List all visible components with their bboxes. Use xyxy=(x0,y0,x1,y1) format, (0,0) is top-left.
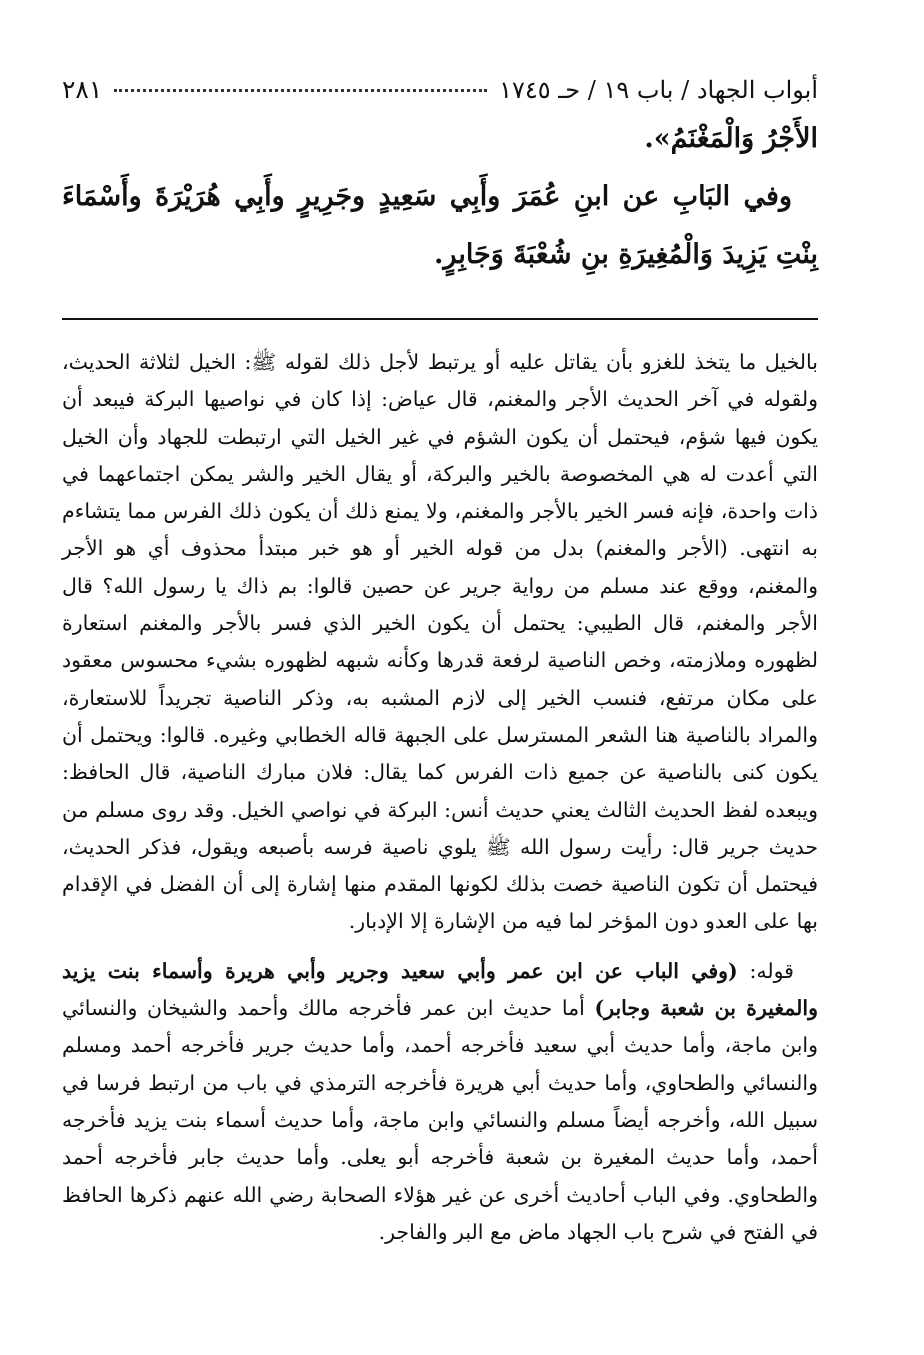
commentary-section xyxy=(62,344,818,1251)
hadith-text-line: الأَجْرُ وَالْمَغْنَمُ». xyxy=(644,123,818,154)
commentary-quoted-matn: (وفي الباب عن ابن عمر وأبي سعيد وجرير وأبي هريرة وأسماء بنت يزيد والمغيرة بن شعبة وجابر) xyxy=(62,958,818,1021)
commentary-lead: قوله: xyxy=(749,958,794,983)
footnote-separator-rule xyxy=(62,318,818,320)
commentary-text: أما حديث ابن عمر فأخرجه مالك وأحمد والشيخان والنسائي وابن ماجة، وأما حديث أبي سعيد فأخرجه أحمد، وأما حديث جرير فأخرجه أحمد ومسلم والنسائي والطحاوي، وأما حديث أبي هريرة فأخرجه الترمذي في باب من ارتبط فرسا في سبيل الله، وأخرجه أيضاً مسلم والنسائي وابن ماجة، وأما حديث أسماء بنت يزيد فأخرجه أحمد، وأما حديث المغيرة بن شعبة فأخرجه أبو يعلى. وأما حديث جابر فأخرجه أحمد والطحاوي. وفي الباب أحاديث أخرى عن غير هؤلاء الصحابة رضي الله عنهم ذكرها الحافظ في الفتح في شرح باب الجهاد ماض مع البر والفاجر. xyxy=(62,996,818,1244)
hadith-text-paragraph: وفي البَابِ عن ابنِ عُمَرَ وأَبِي سَعِيدٍ وجَرِيرٍ وأَبِي هُرَيْرَةَ وأَسْمَاءَ بِنْتِ يَزِيدَ وَالْمُغِيرَةِ بنِ شُعْبَةَ وَجَابِرٍ. xyxy=(62,181,818,270)
commentary-paragraph xyxy=(62,953,818,1251)
header-dot-leader xyxy=(114,89,487,92)
book-page xyxy=(62,72,818,1244)
running-header xyxy=(62,72,818,108)
commentary-paragraph: بالخيل ما يتخذ للغزو بأن يقاتل عليه أو يرتبط لأجل ذلك لقوله ﷺ: الخيل لثلاثة الحديث، ولقوله في آخر الحديث الأجر والمغنم، قال عياض: إذا كان في نواصيها البركة فيبعد أن يكون فيها شؤم، فيحتمل أن يكون الشؤم في غير الخيل التي ارتبطت للجهاد وأن الخيل التي أعدت له هي المخصوصة بالخير والبركة، أو يقال الخير والشر يمكن اجتماعهما في ذات واحدة، فإنه فسر الخير بالأجر والمغنم، ولا يمنع ذلك أن يكون ذلك الفرس مما يتشاءم به انتهى. (الأجر والمغنم) بدل من قوله الخير أو هو خبر مبتدأ محذوف أي هو الأجر والمغنم، ووقع عند مسلم من رواية جرير عن حصين قالوا: بم ذاك يا رسول الله؟ قال الأجر والمغنم، قال الطيبي: يحتمل أن يكون الخير الذي فسر بالأجر والمغنم استعارة لظهوره وملازمته، وخص الناصية لرفعة قدرها وكأنه شبهه لظهوره بشيء محسوس معقود على مكان مرتفع، فنسب الخير إلى لازم المشبه به، وذكر الناصية تجريداً للاستعارة، والمراد بالناصية هنا الشعر المسترسل على الجبهة قاله الخطابي وغيره. قالوا: ويحتمل أن يكون كنى بالناصية عن جميع ذات الفرس كما يقال: فلان مبارك الناصية، قال الحافظ: ويبعده لفظ الحديث الثالث يعني حديث أنس: البركة في نواصي الخيل. وقد روى مسلم من حديث جرير قال: رأيت رسول الله ﷺ يلوي ناصية فرسه بأصبعه ويقول، فذكر الحديث، فيحتمل أن تكون الناصية خصت بذلك لكونها المقدم منها إشارة إلى أن الفضل في الإقدام بها على العدو دون المؤخر لما فيه من الإشارة إلا الإدبار. xyxy=(62,350,818,934)
header-title: أبواب الجهاد / باب ١٩ / حـ ١٧٤٥ xyxy=(499,76,818,104)
page-number: ٢٨١ xyxy=(62,75,103,104)
